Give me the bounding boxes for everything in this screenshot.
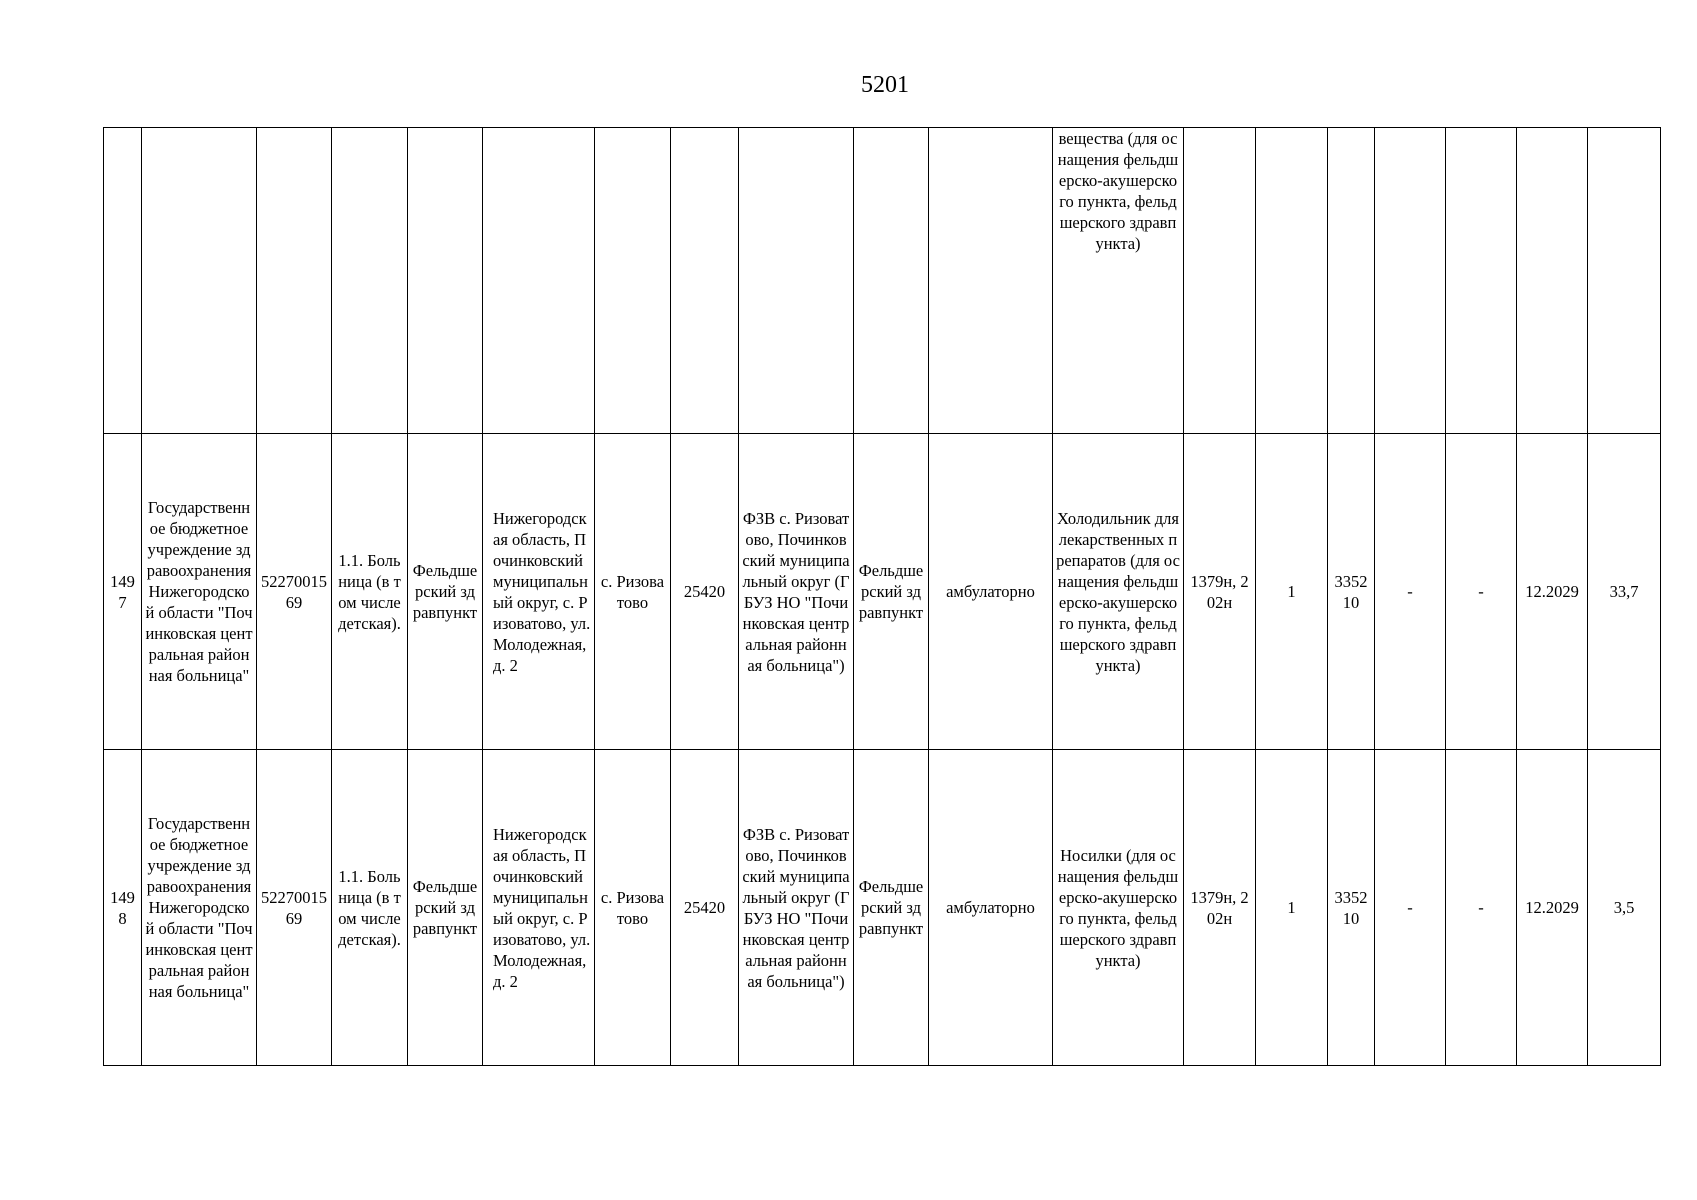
row-number: 1498 bbox=[104, 750, 142, 1066]
unit-type-cell: Фельдшерский здравпункт bbox=[854, 434, 929, 750]
organization-cell: Государственное бюджетное учреждение здравоохранения Нижегородской области "Починковская центральная районная больница" bbox=[142, 750, 257, 1066]
subdivision-cell: Фельдшерский здравпункт bbox=[408, 434, 483, 750]
order-cell: 1379н, 202н bbox=[1184, 434, 1256, 750]
dash-cell: - bbox=[1446, 434, 1517, 750]
organization-cell: Государственное бюджетное учреждение здравоохранения Нижегородской области "Починковская центральная районная больница" bbox=[142, 434, 257, 750]
unit-type-cell: Фельдшерский здравпункт bbox=[854, 750, 929, 1066]
category-cell: 1.1. Больница (в том числе детская). bbox=[332, 434, 408, 750]
address-cell: Нижегородская область, Починковский муниципальный округ, с. Ризоватово, ул.Молодежная, д. 2 bbox=[483, 434, 595, 750]
dash-cell: - bbox=[1375, 750, 1446, 1066]
care-form-cell: амбулаторно bbox=[929, 750, 1053, 1066]
code-cell: 5227001569 bbox=[257, 434, 332, 750]
order-cell: 1379н, 202н bbox=[1184, 750, 1256, 1066]
table-row bbox=[104, 750, 1661, 1066]
quantity-cell: 1 bbox=[1256, 750, 1328, 1066]
facility-cell: ФЗВ с. Ризоватово, Починковский муниципальный округ (ГБУЗ НО "Починковская центральная районная больница") bbox=[739, 434, 854, 750]
amount-cell: 3,5 bbox=[1588, 750, 1661, 1066]
date-cell: 12.2029 bbox=[1517, 750, 1588, 1066]
equipment-cell: вещества (для оснащения фельдшерско-акушерского пункта, фельдшерского здравпункта) bbox=[1053, 128, 1184, 434]
code2-cell: 335210 bbox=[1328, 750, 1375, 1066]
row-number: 1497 bbox=[104, 434, 142, 750]
table-row bbox=[104, 434, 1661, 750]
category-cell: 1.1. Больница (в том числе детская). bbox=[332, 750, 408, 1066]
settlement-cell: с. Ризоватово bbox=[595, 434, 671, 750]
care-form-cell: амбулаторно bbox=[929, 434, 1053, 750]
code-cell: 5227001569 bbox=[257, 750, 332, 1066]
dash-cell: - bbox=[1375, 434, 1446, 750]
subdivision-cell: Фельдшерский здравпункт bbox=[408, 750, 483, 1066]
dash-cell: - bbox=[1446, 750, 1517, 1066]
quantity-cell: 1 bbox=[1256, 434, 1328, 750]
equipment-cell: Холодильник для лекарственных препаратов (для оснащения фельдшерско-акушерского пункта, фельдшерского здравпункта) bbox=[1053, 434, 1184, 750]
register-table bbox=[103, 127, 1661, 1066]
address-cell: Нижегородская область, Починковский муниципальный округ, с. Ризоватово, ул.Молодежная, д. 2 bbox=[483, 750, 595, 1066]
settlement-cell: с. Ризоватово bbox=[595, 750, 671, 1066]
page-number: 5201 bbox=[861, 72, 909, 98]
date-cell: 12.2029 bbox=[1517, 434, 1588, 750]
amount-cell: 33,7 bbox=[1588, 434, 1661, 750]
equipment-cell: Носилки (для оснащения фельдшерско-акушерского пункта, фельдшерского здравпункта) bbox=[1053, 750, 1184, 1066]
facility-cell: ФЗВ с. Ризоватово, Починковский муниципальный округ (ГБУЗ НО "Починковская центральная районная больница") bbox=[739, 750, 854, 1066]
code2-cell: 335210 bbox=[1328, 434, 1375, 750]
continuation-row bbox=[104, 128, 1661, 434]
index-cell: 25420 bbox=[671, 434, 739, 750]
index-cell: 25420 bbox=[671, 750, 739, 1066]
